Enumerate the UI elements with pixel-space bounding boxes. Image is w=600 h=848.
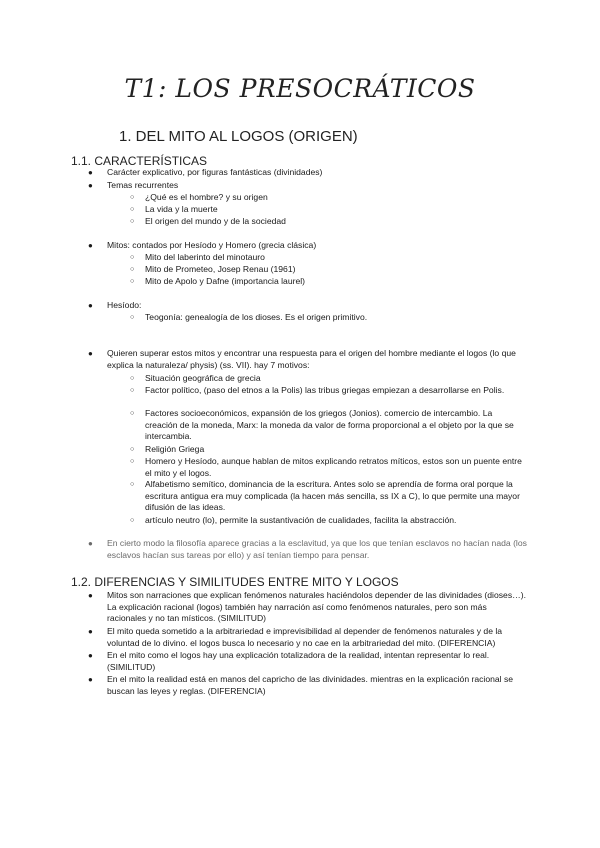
bullet-text: El mito queda sometido a la arbitrariedad e imprevisibilidad al depender de fenómenos naturales y de la voluntad de lo divino. el logos busca lo necesario y no cae en la arbitrariedad del mito. (DIFERENCIA) bbox=[107, 626, 503, 648]
bullet-text: Mito de Apolo y Dafne (importancia laurel) bbox=[145, 276, 306, 286]
bullet-item bbox=[88, 300, 527, 312]
subsection-heading: 1.1. CARACTERÍSTICAS bbox=[71, 154, 208, 168]
bullet-marker: ● bbox=[88, 241, 93, 250]
bullet-text: Mito del laberinto del minotauro bbox=[145, 252, 265, 262]
bullet-text: Hesíodo: bbox=[107, 300, 142, 310]
sub-bullet-item bbox=[130, 479, 525, 514]
circle-marker: ○ bbox=[130, 266, 135, 273]
section-heading: 1. DEL MITO AL LOGOS (ORIGEN) bbox=[119, 128, 358, 145]
bullet-text: La vida y la muerte bbox=[145, 204, 218, 214]
bullet-item bbox=[88, 590, 527, 625]
sub-bullet-item bbox=[130, 192, 525, 204]
circle-marker: ○ bbox=[130, 446, 135, 453]
circle-marker: ○ bbox=[130, 254, 135, 261]
bullet-item bbox=[88, 240, 527, 252]
circle-marker: ○ bbox=[130, 387, 135, 394]
sub-bullet-item bbox=[130, 276, 525, 288]
bullet-text: En cierto modo la filosofía aparece gracias a la esclavitud, ya que los que tenían esclavos no hacían nada (los esclavos hacían sus tareas por ello) y así tenían tiempo para pensar. bbox=[107, 538, 527, 560]
sub-bullet-item bbox=[130, 204, 525, 216]
circle-marker: ○ bbox=[130, 314, 135, 321]
bullet-text: En el mito la realidad está en manos del capricho de las divinidades. mientras en la explicación racional se buscan las leyes y reglas. (DIFERENCIA) bbox=[107, 674, 514, 696]
bullet-marker: ● bbox=[88, 181, 93, 190]
bullet-marker: ● bbox=[88, 591, 93, 600]
circle-marker: ○ bbox=[130, 517, 135, 524]
bullet-marker: ● bbox=[88, 675, 93, 684]
bullet-marker: ● bbox=[88, 168, 93, 177]
bullet-item bbox=[88, 180, 527, 192]
bullet-text: Carácter explicativo, por figuras fantásticas (divinidades) bbox=[107, 167, 323, 177]
sub-bullet-item bbox=[130, 216, 525, 228]
bullet-marker: ● bbox=[88, 349, 93, 358]
sub-bullet-item bbox=[130, 456, 525, 479]
bullet-text: artículo neutro (lo), permite la sustantivación de cualidades, facilita la abstracción. bbox=[145, 515, 457, 525]
sub-bullet-item bbox=[130, 252, 525, 264]
subsection-heading: 1.2. DIFERENCIAS Y SIMILITUDES ENTRE MITO Y LOGOS bbox=[71, 575, 399, 589]
circle-marker: ○ bbox=[130, 218, 135, 225]
sub-bullet-item bbox=[130, 312, 525, 324]
sub-bullet-item bbox=[130, 373, 525, 385]
sub-bullet-item bbox=[130, 408, 525, 443]
bullet-item bbox=[88, 348, 527, 371]
bullet-text: Mito de Prometeo, Josep Renau (1961) bbox=[145, 264, 296, 274]
bullet-text: Factores socioeconómicos, expansión de los griegos (Jonios). comercio de intercambio. La creación de la moneda, Marx: la moneda da valor de forma proporcional a el objeto por la que se intercambia. bbox=[145, 408, 514, 442]
bullet-text: Situación geográfica de grecia bbox=[145, 373, 261, 383]
bullet-text: ¿Qué es el hombre? y su origen bbox=[145, 192, 268, 202]
circle-marker: ○ bbox=[130, 410, 135, 417]
bullet-text: En el mito como el logos hay una explicación totalizadora de la realidad, intentan representar lo real. (SIMILITUD) bbox=[107, 650, 490, 672]
bullet-text: Mitos son narraciones que explican fenómenos naturales haciéndolos depender de las divinidades (dioses…). La explicación racional (logos) también hay narración así como fenómenos naturales, pero son más racionales y no tan místicos. (SIMILITUD) bbox=[107, 590, 526, 624]
sub-bullet-item bbox=[130, 264, 525, 276]
circle-marker: ○ bbox=[130, 458, 135, 465]
bullet-item bbox=[88, 674, 527, 697]
bullet-text: Homero y Hesíodo, aunque hablan de mitos explicando retratos míticos, estos son un puente entre el mito y el logos. bbox=[145, 456, 522, 478]
bullet-item bbox=[88, 626, 527, 649]
bullet-text: Temas recurrentes bbox=[107, 180, 179, 190]
page-title: T1: LOS PRESOCRÁTICOS bbox=[124, 74, 476, 103]
circle-marker: ○ bbox=[130, 206, 135, 213]
bullet-text: Quieren superar estos mitos y encontrar una respuesta para el origen del hombre mediante el logos (lo que explica la naturaleza/ physis) (ss. VII). hay 7 motivos: bbox=[107, 348, 516, 370]
bullet-text: El origen del mundo y de la sociedad bbox=[145, 216, 286, 226]
bullet-marker: ● bbox=[88, 301, 93, 310]
circle-marker: ○ bbox=[130, 278, 135, 285]
bullet-marker: ● bbox=[88, 539, 93, 548]
sub-bullet-item bbox=[130, 515, 525, 527]
bullet-item bbox=[88, 650, 527, 673]
bullet-marker: ● bbox=[88, 651, 93, 660]
bullet-item bbox=[88, 167, 527, 179]
bullet-text: Teogonía: genealogía de los dioses. Es el origen primitivo. bbox=[145, 312, 368, 322]
bullet-item bbox=[88, 538, 527, 561]
bullet-text: Factor político, (paso del etnos a la Polis) las tribus griegas empiezan a desarrollarse en Polis. bbox=[145, 385, 505, 395]
sub-bullet-item bbox=[130, 385, 525, 397]
circle-marker: ○ bbox=[130, 481, 135, 488]
circle-marker: ○ bbox=[130, 194, 135, 201]
bullet-text: Religión Griega bbox=[145, 444, 205, 454]
bullet-text: Mitos: contados por Hesíodo y Homero (grecia clásica) bbox=[107, 240, 317, 250]
bullet-marker: ● bbox=[88, 627, 93, 636]
sub-bullet-item bbox=[130, 444, 525, 456]
bullet-text: Alfabetismo semítico, dominancia de la escritura. Antes solo se aprendía de forma oral porque la escritura antigua era muy complicada (la hacen más sencilla, ss IX a C), lo que permite una mayor difusión de las ideas. bbox=[145, 479, 520, 513]
circle-marker: ○ bbox=[130, 375, 135, 382]
